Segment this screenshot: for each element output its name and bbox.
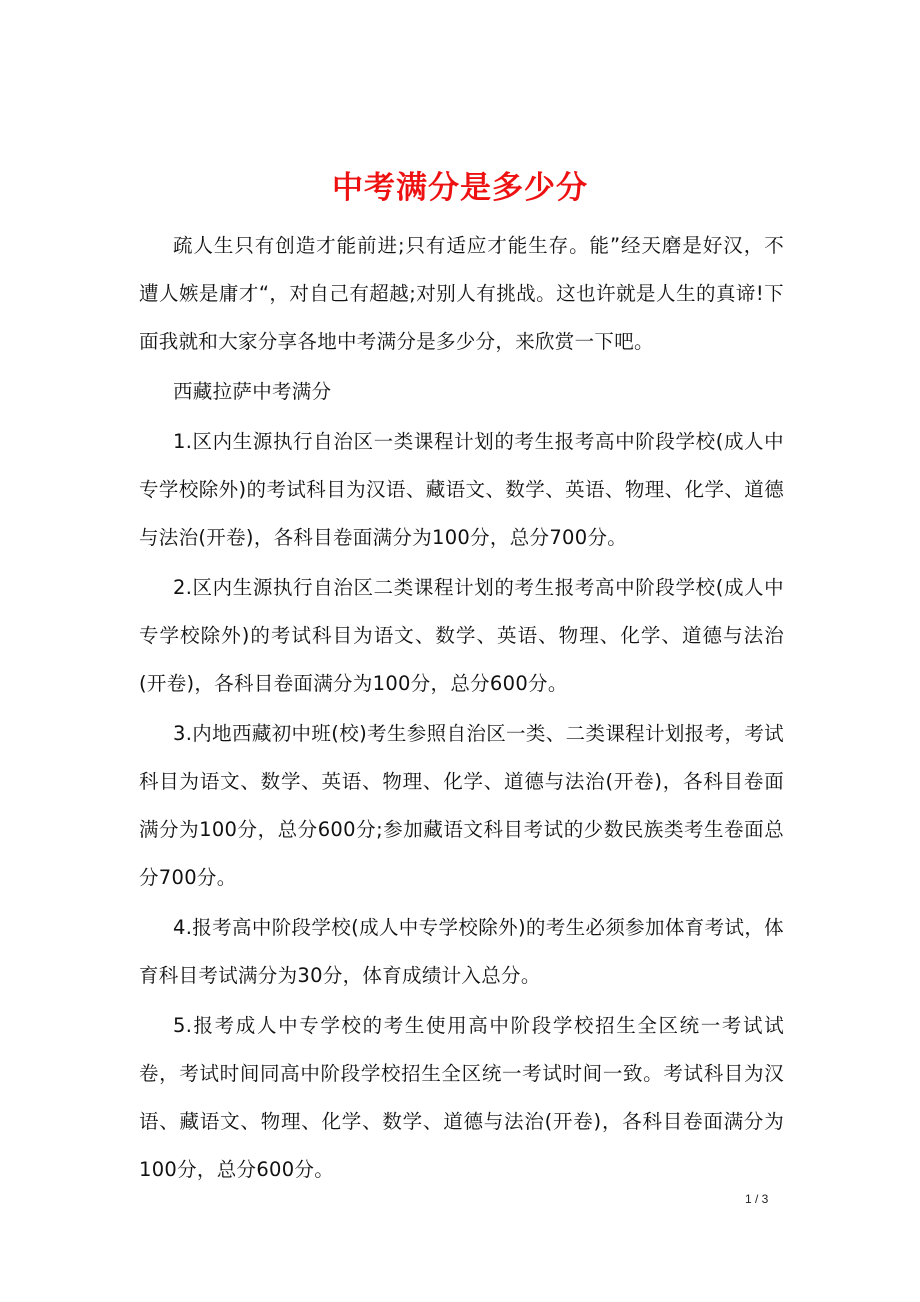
intro-paragraph: 疏人生只有创造才能前进;只有适应才能生存。能”经天磨是好汉，不遭人嫉是庸才“，对自己有超越;对别人有挑战。这也许就是人生的真谛!下面我就和大家分享各地中考满分是多少分，来欣赏一下吧。	[139, 234, 784, 353]
page-number: 1 / 3	[745, 1192, 769, 1206]
document-title: 中考满分是多少分	[332, 169, 588, 206]
list-item-2: 2.区内生源执行自治区二类课程计划的考生报考高中阶段学校(成人中专学校除外)的考试科目为语文、数学、英语、物理、化学、道德与法治(开卷)，各科目卷面满分为100分，总分600分。	[139, 576, 784, 695]
list-item-1: 1.区内生源执行自治区一类课程计划的考生报考高中阶段学校(成人中专学校除外)的考试科目为汉语、藏语文、数学、英语、物理、化学、道德与法治(开卷)，各科目卷面满分为100分，总分700分。	[139, 430, 784, 549]
list-item-5: 5.报考成人中专学校的考生使用高中阶段学校招生全区统一考试试卷，考试时间同高中阶段学校招生全区统一考试时间一致。考试科目为汉语、藏语文、物理、化学、数学、道德与法治(开卷)，各科目卷面满分为100分，总分600分。	[139, 1014, 784, 1181]
document-body	[139, 222, 784, 1196]
list-item-4: 4.报考高中阶段学校(成人中专学校除外)的考生必须参加体育考试，体育科目考试满分为30分，体育成绩计入总分。	[139, 916, 784, 987]
section-heading: 西藏拉萨中考满分	[173, 380, 332, 403]
list-item-3: 3.内地西藏初中班(校)考生参照自治区一类、二类课程计划报考，考试科目为语文、数学、英语、物理、化学、道德与法治(开卷)，各科目卷面满分为100分，总分600分;参加藏语文科目考试的少数民族类考生卷面总分700分。	[139, 722, 784, 889]
